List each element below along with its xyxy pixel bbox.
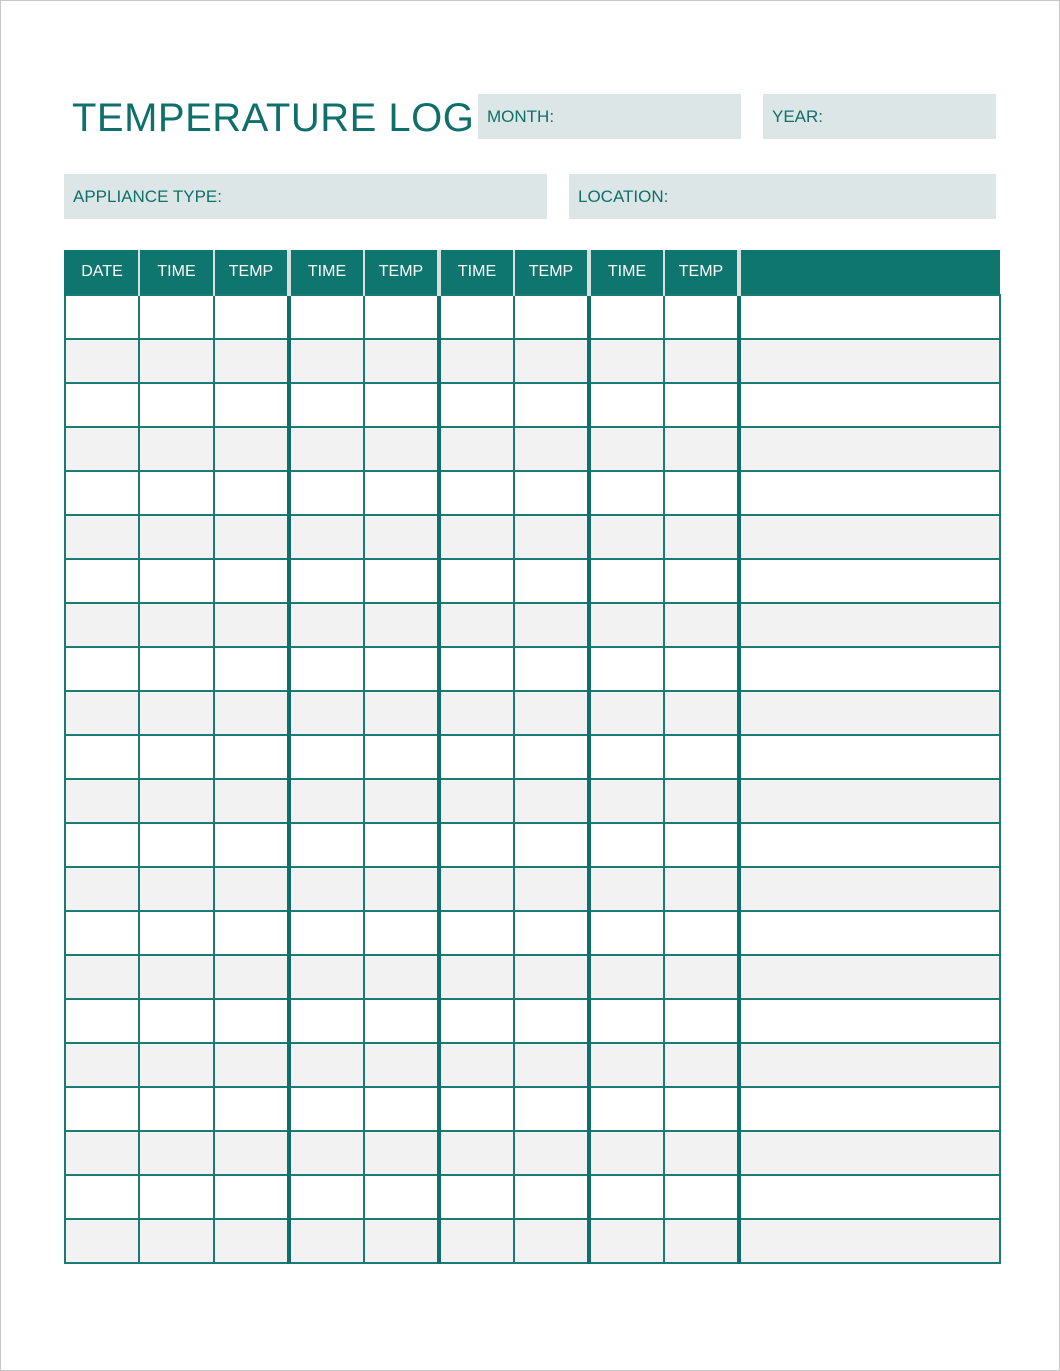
table-cell[interactable] [739,383,1000,427]
year-label: YEAR: [772,106,824,126]
table-cell[interactable] [739,867,1000,911]
table-cell[interactable] [214,735,289,779]
table-cell[interactable] [139,735,214,779]
table-cell[interactable] [664,867,739,911]
table-row [65,1043,1000,1087]
table-cell[interactable] [214,603,289,647]
table-cell[interactable] [739,691,1000,735]
month-label: MONTH: [487,106,555,126]
table-cell[interactable] [514,1087,589,1131]
table-cell[interactable] [739,647,1000,691]
table-cell[interactable] [364,1219,439,1263]
table-cell[interactable] [664,339,739,383]
table-cell[interactable] [364,867,439,911]
table-cell[interactable] [589,1087,664,1131]
table-cell[interactable] [289,999,364,1043]
table-cell[interactable] [139,867,214,911]
table-cell[interactable] [664,911,739,955]
table-cell[interactable] [514,339,589,383]
column-header-temp-4: TEMP [664,250,739,295]
table-cell[interactable] [289,691,364,735]
table-cell[interactable] [65,1175,139,1219]
table-cell[interactable] [439,427,514,471]
table-cell[interactable] [439,559,514,603]
table-cell[interactable] [289,823,364,867]
month-field[interactable] [478,94,741,139]
table-cell[interactable] [589,603,664,647]
table-cell[interactable] [65,735,139,779]
year-field[interactable] [763,94,996,139]
table-cell[interactable] [664,1087,739,1131]
table-cell[interactable] [439,735,514,779]
table-cell[interactable] [739,911,1000,955]
column-header-temp-3: TEMP [514,250,589,295]
table-cell[interactable] [139,1087,214,1131]
table-cell[interactable] [664,735,739,779]
table-cell[interactable] [65,295,139,339]
table-cell[interactable] [139,339,214,383]
table-cell[interactable] [289,1175,364,1219]
table-cell[interactable] [439,955,514,999]
table-cell[interactable] [214,867,289,911]
table-cell[interactable] [739,735,1000,779]
table-cell[interactable] [589,867,664,911]
table-cell[interactable] [739,603,1000,647]
table-row [65,559,1000,603]
table-cell[interactable] [139,779,214,823]
table-cell[interactable] [364,823,439,867]
table-row [65,955,1000,999]
table-cell[interactable] [364,779,439,823]
table-cell[interactable] [289,955,364,999]
table-cell[interactable] [439,471,514,515]
table-cell[interactable] [214,1175,289,1219]
table-cell[interactable] [439,823,514,867]
table-cell[interactable] [214,647,289,691]
table-cell[interactable] [739,515,1000,559]
column-header-notes [739,250,1000,295]
location-field[interactable] [569,174,996,219]
table-cell[interactable] [739,559,1000,603]
table-cell[interactable] [289,427,364,471]
table-cell[interactable] [65,1043,139,1087]
table-cell[interactable] [439,1131,514,1175]
column-header-temp-1: TEMP [214,250,289,295]
table-cell[interactable] [289,1219,364,1263]
table-cell[interactable] [289,1043,364,1087]
table-row [65,691,1000,735]
table-cell[interactable] [139,603,214,647]
table-cell[interactable] [739,1043,1000,1087]
table-cell[interactable] [289,471,364,515]
table-cell[interactable] [364,691,439,735]
table-row [65,339,1000,383]
table-cell[interactable] [139,691,214,735]
table-cell[interactable] [664,999,739,1043]
table-cell[interactable] [664,1175,739,1219]
table-cell[interactable] [514,515,589,559]
table-header-row [65,250,1000,295]
table-cell[interactable] [364,1131,439,1175]
table-cell[interactable] [139,471,214,515]
table-row [65,471,1000,515]
table-cell[interactable] [514,1175,589,1219]
table-cell[interactable] [364,559,439,603]
column-header-date: DATE [65,250,139,295]
table-cell[interactable] [439,1043,514,1087]
table-cell[interactable] [214,559,289,603]
table-cell[interactable] [739,779,1000,823]
table-cell[interactable] [589,295,664,339]
table-cell[interactable] [289,779,364,823]
table-cell[interactable] [364,1175,439,1219]
table-cell[interactable] [139,515,214,559]
table-cell[interactable] [214,955,289,999]
table-cell[interactable] [364,1087,439,1131]
table-cell[interactable] [664,471,739,515]
table-cell[interactable] [289,295,364,339]
table-cell[interactable] [739,1219,1000,1263]
table-cell[interactable] [364,603,439,647]
table-cell[interactable] [214,999,289,1043]
table-cell[interactable] [514,823,589,867]
table-cell[interactable] [589,559,664,603]
table-cell[interactable] [439,867,514,911]
table-cell[interactable] [65,691,139,735]
table-cell[interactable] [289,867,364,911]
table-cell[interactable] [589,383,664,427]
table-cell[interactable] [514,427,589,471]
table-cell[interactable] [514,867,589,911]
table-cell[interactable] [289,603,364,647]
table-cell[interactable] [739,955,1000,999]
table-cell[interactable] [514,955,589,999]
table-cell[interactable] [289,559,364,603]
table-cell[interactable] [589,735,664,779]
table-cell[interactable] [289,647,364,691]
table-cell[interactable] [289,339,364,383]
table-cell[interactable] [439,339,514,383]
table-cell[interactable] [214,779,289,823]
table-cell[interactable] [664,515,739,559]
table-cell[interactable] [514,735,589,779]
table-cell[interactable] [664,1131,739,1175]
table-cell[interactable] [364,471,439,515]
column-header-time-4: TIME [589,250,664,295]
table-cell[interactable] [664,383,739,427]
table-cell[interactable] [364,515,439,559]
appliance-type-label: APPLIANCE TYPE: [73,186,222,206]
table-cell[interactable] [214,1131,289,1175]
table-row [65,735,1000,779]
table-cell[interactable] [514,295,589,339]
table-cell[interactable] [289,735,364,779]
table-cell[interactable] [439,1175,514,1219]
table-cell[interactable] [139,427,214,471]
table-cell[interactable] [65,1219,139,1263]
table-cell[interactable] [214,515,289,559]
table-cell[interactable] [289,911,364,955]
table-cell[interactable] [364,647,439,691]
table-cell[interactable] [364,999,439,1043]
location-label: LOCATION: [578,186,669,206]
table-cell[interactable] [439,295,514,339]
table-cell[interactable] [439,515,514,559]
table-cell[interactable] [139,999,214,1043]
table-cell[interactable] [589,1043,664,1087]
table-cell[interactable] [289,1131,364,1175]
table-cell[interactable] [589,1219,664,1263]
table-cell[interactable] [65,603,139,647]
table-cell[interactable] [514,603,589,647]
table-cell[interactable] [65,339,139,383]
table-cell[interactable] [514,383,589,427]
table-cell[interactable] [589,427,664,471]
table-cell[interactable] [739,1087,1000,1131]
appliance-type-field[interactable] [64,174,547,219]
table-cell[interactable] [664,1043,739,1087]
table-cell[interactable] [65,779,139,823]
table-cell[interactable] [364,911,439,955]
table-cell[interactable] [214,471,289,515]
table-cell[interactable] [364,383,439,427]
table-cell[interactable] [364,1043,439,1087]
table-cell[interactable] [65,427,139,471]
table-cell[interactable] [139,295,214,339]
table-row [65,1175,1000,1219]
table-cell[interactable] [139,1175,214,1219]
table-cell[interactable] [439,1087,514,1131]
table-cell[interactable] [589,339,664,383]
table-cell[interactable] [514,647,589,691]
table-cell[interactable] [214,1087,289,1131]
table-cell[interactable] [439,647,514,691]
table-cell[interactable] [514,911,589,955]
table-cell[interactable] [514,1219,589,1263]
table-cell[interactable] [739,339,1000,383]
table-row [65,603,1000,647]
table-cell[interactable] [589,779,664,823]
column-header-time-1: TIME [139,250,214,295]
table-cell[interactable] [739,1175,1000,1219]
table-cell[interactable] [139,823,214,867]
table-cell[interactable] [439,779,514,823]
table-cell[interactable] [589,1131,664,1175]
table-cell[interactable] [289,1087,364,1131]
table-cell[interactable] [65,383,139,427]
table-cell[interactable] [589,1175,664,1219]
table-cell[interactable] [65,955,139,999]
table-row [65,1087,1000,1131]
table-cell[interactable] [65,823,139,867]
table-row [65,1219,1000,1263]
table-cell[interactable] [364,955,439,999]
table-cell[interactable] [589,955,664,999]
table-cell[interactable] [439,911,514,955]
table-cell[interactable] [214,383,289,427]
table-cell[interactable] [139,1043,214,1087]
table-cell[interactable] [65,1087,139,1131]
table-cell[interactable] [214,823,289,867]
table-cell[interactable] [439,1219,514,1263]
table-cell[interactable] [664,295,739,339]
table-cell[interactable] [589,691,664,735]
table-row [65,295,1000,339]
table-cell[interactable] [664,647,739,691]
column-header-time-3: TIME [439,250,514,295]
table-row [65,647,1000,691]
table-cell[interactable] [289,515,364,559]
table-row [65,383,1000,427]
table-cell[interactable] [739,1131,1000,1175]
table-cell[interactable] [514,999,589,1043]
table-cell[interactable] [589,515,664,559]
table-cell[interactable] [664,823,739,867]
table-row [65,515,1000,559]
table-row [65,911,1000,955]
table-cell[interactable] [139,955,214,999]
table-cell[interactable] [439,603,514,647]
table-cell[interactable] [139,1219,214,1263]
temperature-log-table [64,250,1001,1264]
table-cell[interactable] [589,999,664,1043]
column-header-temp-2: TEMP [364,250,439,295]
table-cell[interactable] [214,1219,289,1263]
table-cell[interactable] [65,647,139,691]
table-cell[interactable] [589,911,664,955]
table-cell[interactable] [739,823,1000,867]
table-cell[interactable] [514,1131,589,1175]
table-cell[interactable] [364,295,439,339]
table-cell[interactable] [739,295,1000,339]
table-row [65,427,1000,471]
table-cell[interactable] [214,1043,289,1087]
table-body [65,295,1000,1263]
table-cell[interactable] [664,779,739,823]
table-cell[interactable] [514,1043,589,1087]
table-row [65,867,1000,911]
table-cell[interactable] [65,515,139,559]
table-cell[interactable] [65,999,139,1043]
table-cell[interactable] [664,955,739,999]
table-cell[interactable] [214,427,289,471]
table-cell[interactable] [589,823,664,867]
table-cell[interactable] [214,339,289,383]
table-row [65,999,1000,1043]
table-cell[interactable] [664,427,739,471]
table-cell[interactable] [664,603,739,647]
table-row [65,779,1000,823]
table-cell[interactable] [214,691,289,735]
table-cell[interactable] [139,647,214,691]
table-cell[interactable] [589,647,664,691]
table-cell[interactable] [589,471,664,515]
table-cell[interactable] [139,559,214,603]
table-cell[interactable] [514,779,589,823]
table-cell[interactable] [664,1219,739,1263]
table-cell[interactable] [65,911,139,955]
table-cell[interactable] [439,383,514,427]
column-header-time-2: TIME [289,250,364,295]
table-cell[interactable] [139,383,214,427]
table-cell[interactable] [364,427,439,471]
table-cell[interactable] [514,559,589,603]
table-cell[interactable] [439,691,514,735]
table-cell[interactable] [214,911,289,955]
table-cell[interactable] [65,559,139,603]
table-cell[interactable] [139,911,214,955]
table-cell[interactable] [139,1131,214,1175]
table-cell[interactable] [214,295,289,339]
page-title: TEMPERATURE LOG [72,96,475,140]
table-cell[interactable] [739,471,1000,515]
table-cell[interactable] [439,999,514,1043]
table-cell[interactable] [364,339,439,383]
table-row [65,823,1000,867]
table-cell[interactable] [739,427,1000,471]
table-cell[interactable] [65,867,139,911]
table-cell[interactable] [289,383,364,427]
table-cell[interactable] [514,471,589,515]
table-cell[interactable] [65,471,139,515]
table-cell[interactable] [664,691,739,735]
table-cell[interactable] [65,1131,139,1175]
table-cell[interactable] [364,735,439,779]
table-row [65,1131,1000,1175]
table-cell[interactable] [664,559,739,603]
table-cell[interactable] [739,999,1000,1043]
table-cell[interactable] [514,691,589,735]
